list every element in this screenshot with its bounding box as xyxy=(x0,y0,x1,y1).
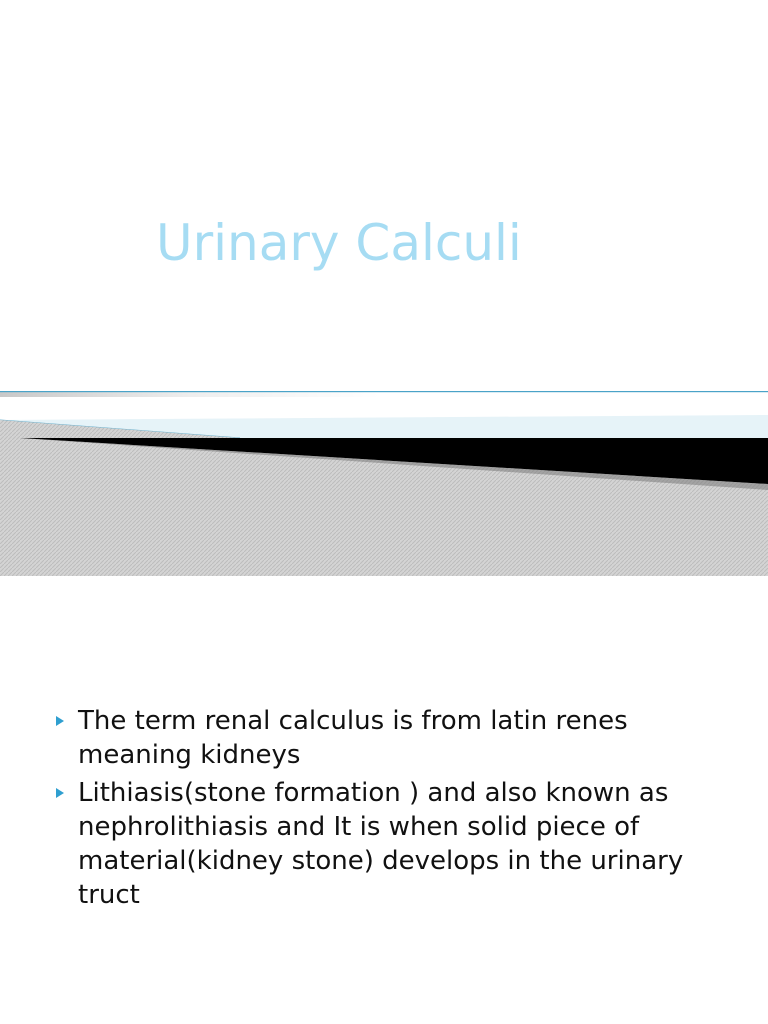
bullet-text: Lithiasis(stone formation ) and also known as nephrolithiasis and It is when solid piece of material(kidney stone) develops in the urinary truct xyxy=(78,778,684,910)
banner-blue-line xyxy=(0,391,768,392)
triangle-bullet-icon xyxy=(56,788,64,798)
bullet-item xyxy=(56,776,746,912)
banner-gray-line xyxy=(0,392,380,397)
bullet-item xyxy=(56,704,746,772)
slide-title: Urinary Calculi xyxy=(156,214,522,272)
bullet-text: The term renal calculus is from latin renes meaning kidneys xyxy=(78,706,628,770)
bullet-list xyxy=(56,704,746,916)
decorative-banner xyxy=(0,380,768,580)
triangle-bullet-icon xyxy=(56,716,64,726)
